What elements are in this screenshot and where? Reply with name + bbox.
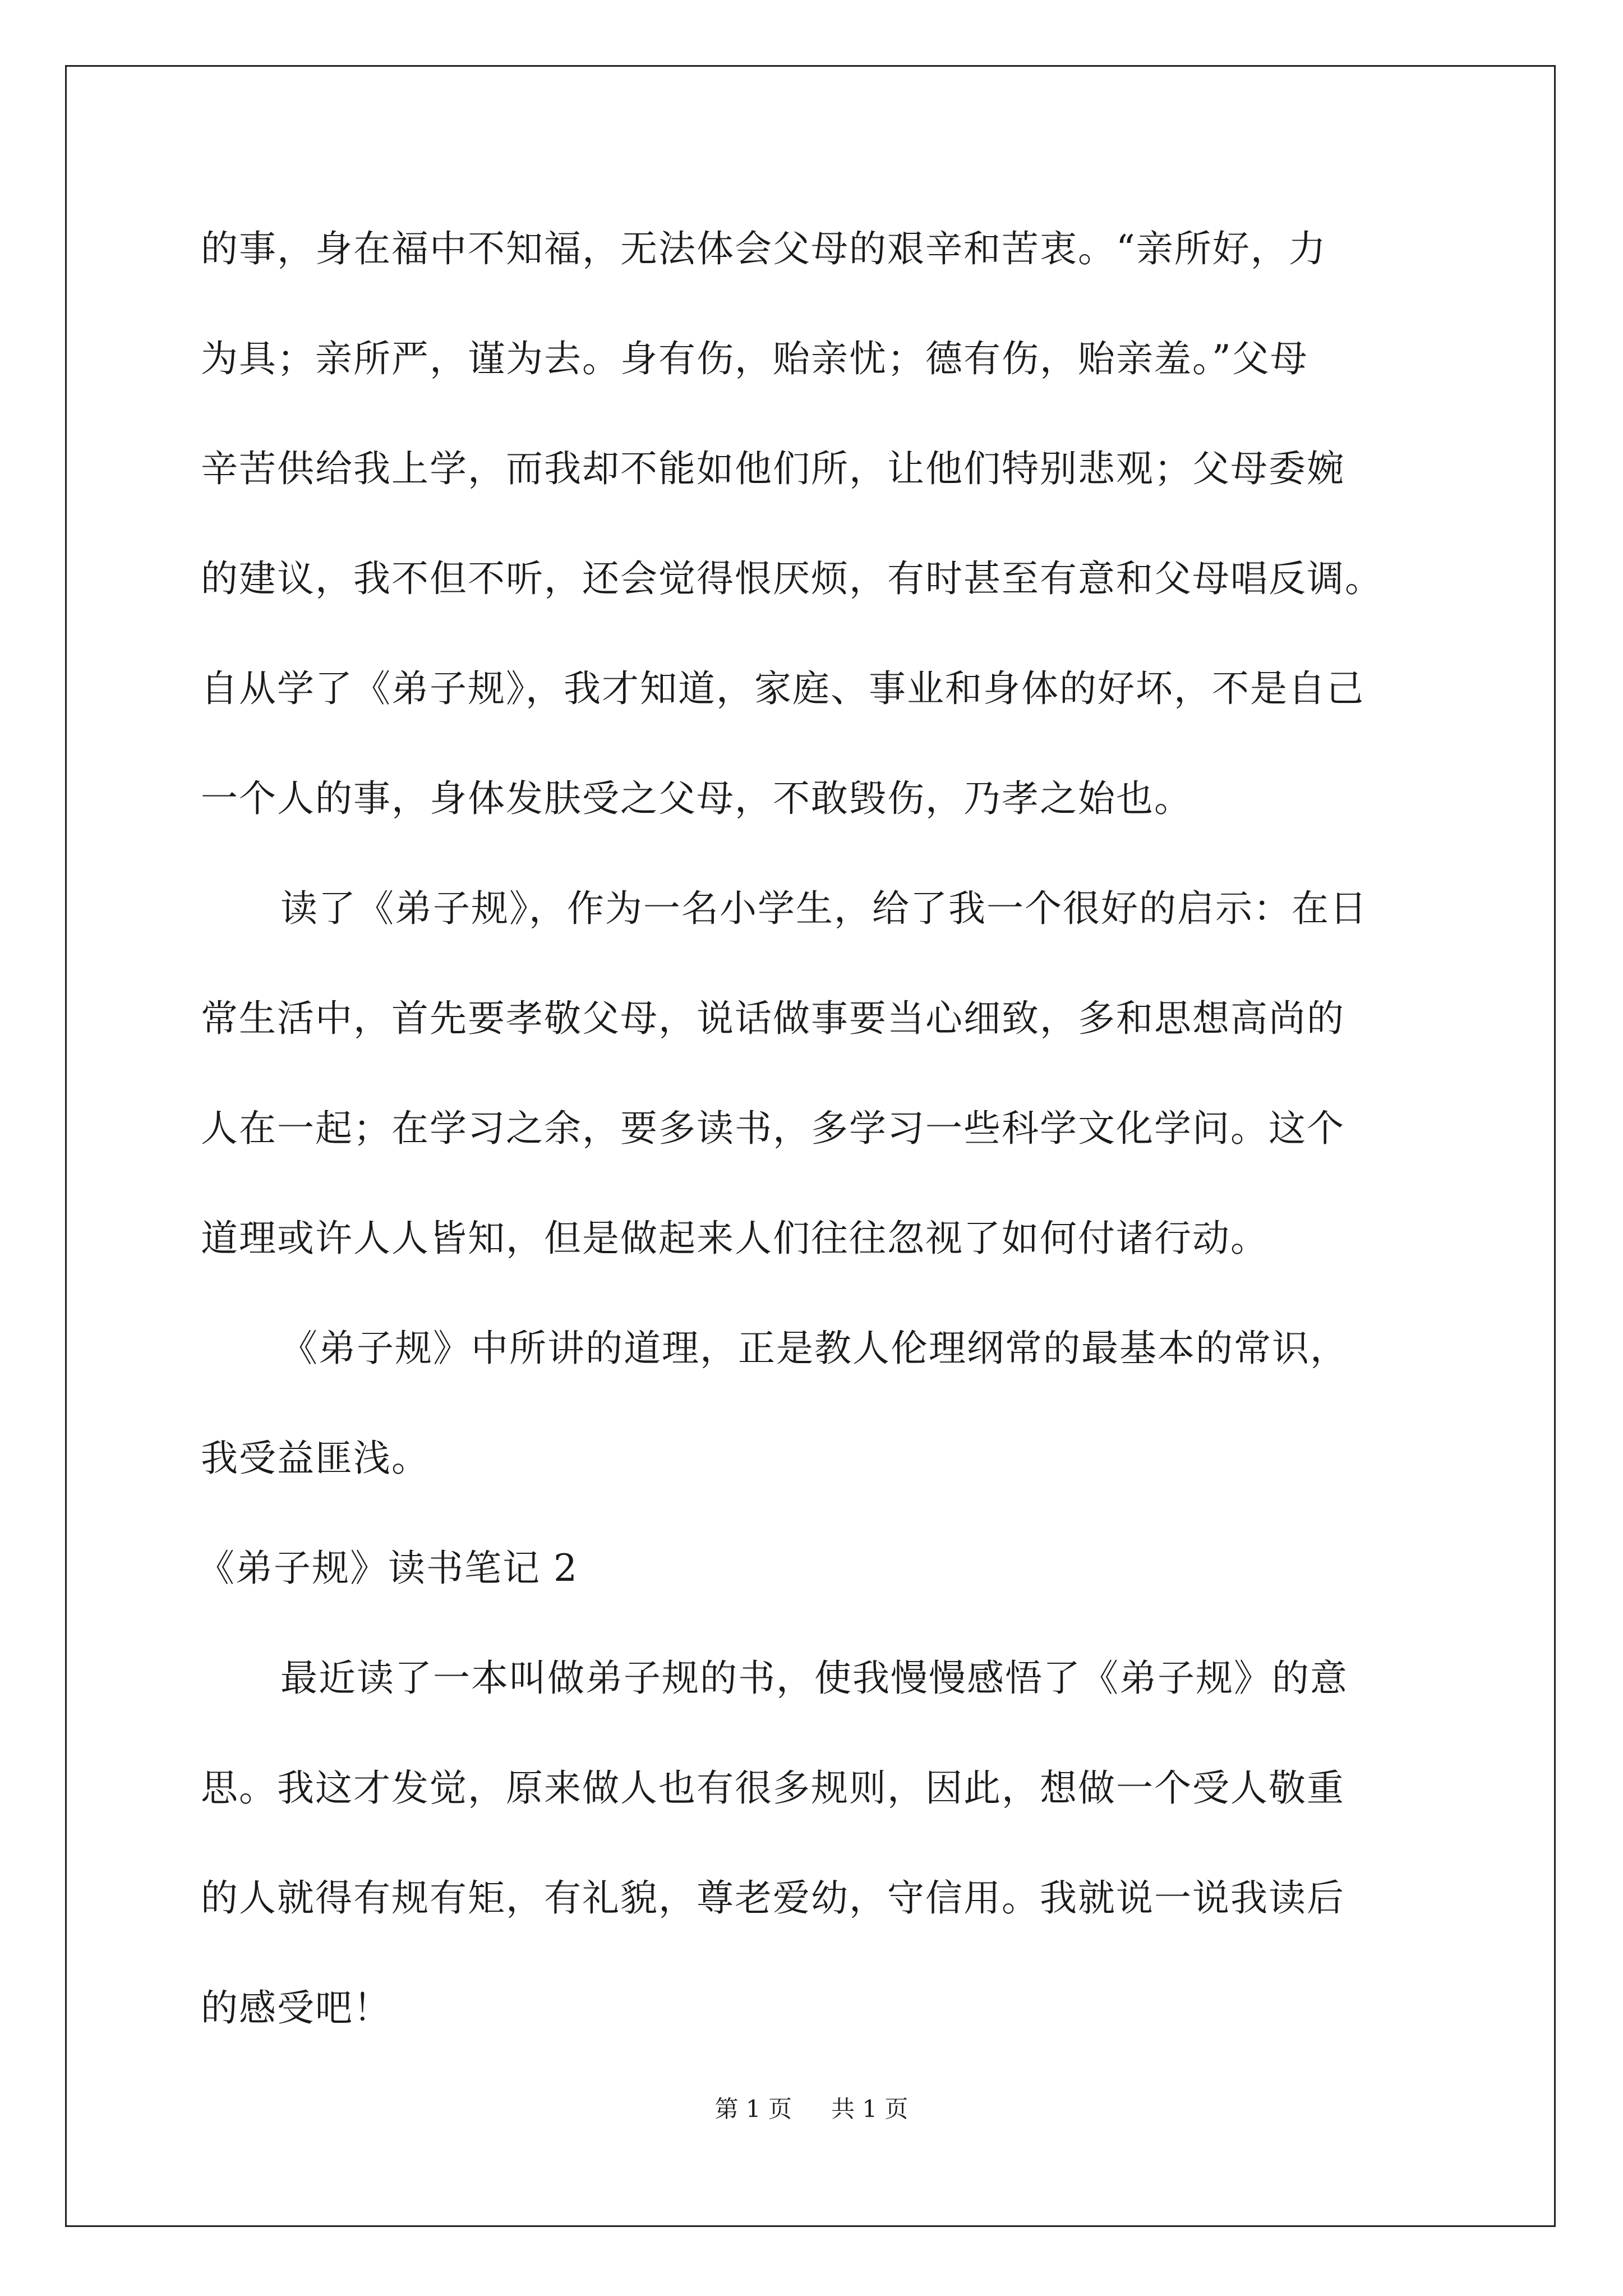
section-heading: 《弟子规》读书笔记 2 [197, 1547, 578, 1590]
body-line: 人在一起；在学习之余，要多读书，多学习一些科学文化学问。这个 [201, 1107, 1345, 1150]
body-line: 我受益匪浅。 [201, 1437, 430, 1480]
total-pages: 共 1 页 [831, 2095, 909, 2123]
body-line: 一个人的事，身体发肤受之父母，不敢毁伤，乃孝之始也。 [201, 777, 1192, 820]
body-line: 自从学了《弟子规》，我才知道，家庭、事业和身体的好坏，不是自己 [201, 667, 1364, 710]
body-line: 的人就得有规有矩，有礼貌，尊老爱幼，守信用。我就说一说我读后 [201, 1876, 1345, 1920]
body-line: 为具；亲所严，谨为去。身有伤，贻亲忧；德有伤，贻亲羞。”父母 [201, 337, 1308, 380]
body-line: 的建议，我不但不听，还会觉得恨厌烦，有时甚至有意和父母唱反调。 [201, 557, 1383, 600]
body-line: 的感受吧！ [201, 1986, 391, 2030]
body-line: 思。我这才发觉，原来做人也有很多规则，因此，想做一个受人敬重 [201, 1766, 1345, 1810]
body-line: 道理或许人人皆知，但是做起来人们往往忽视了如何付诸行动。 [201, 1217, 1269, 1260]
paragraph-start-line: 《弟子规》中所讲的道理，正是教人伦理纲常的最基本的常识， [280, 1327, 1348, 1370]
paragraph-start-line: 读了《弟子规》，作为一名小学生，给了我一个很好的启示：在日 [280, 887, 1368, 930]
body-line: 的事，身在福中不知福，无法体会父母的艰辛和苦衷。“亲所好，力 [201, 227, 1327, 270]
paragraph-start-line: 最近读了一本叫做弟子规的书，使我慢慢感悟了《弟子规》的意 [280, 1657, 1348, 1700]
body-line: 常生活中，首先要孝敬父母，说话做事要当心细致，多和思想高尚的 [201, 997, 1345, 1040]
page-footer [0, 2095, 1623, 2123]
body-line: 辛苦供给我上学，而我却不能如他们所，让他们特别悲观；父母委婉 [201, 447, 1345, 490]
page-number: 第 1 页 [714, 2095, 792, 2123]
